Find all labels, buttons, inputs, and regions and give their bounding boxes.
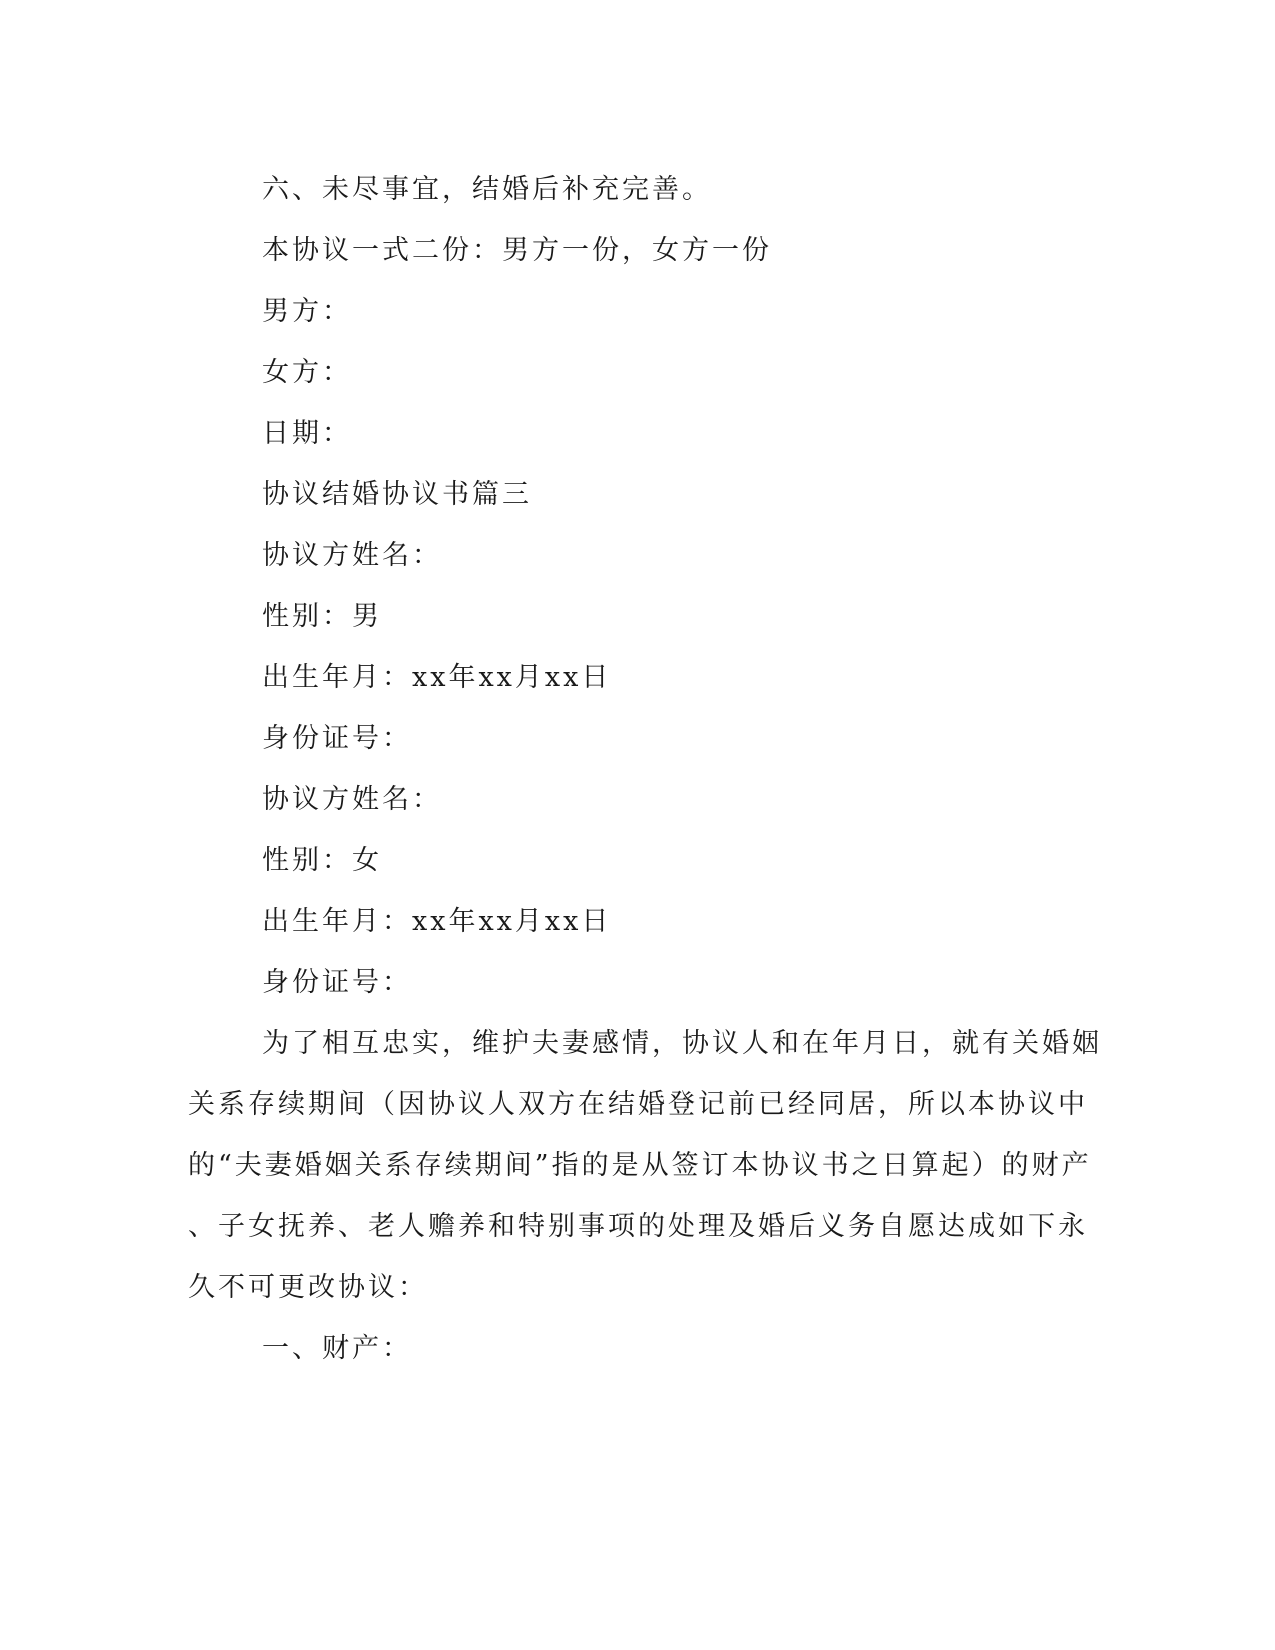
party1-birthdate: 出生年月：xx年xx月xx日 <box>262 662 612 693</box>
party1-gender: 性别：男 <box>262 601 382 632</box>
signature-date: 日期： <box>262 418 352 449</box>
party2-id-number: 身份证号： <box>262 967 412 998</box>
paragraph-line: 久不可更改协议： <box>188 1272 428 1303</box>
section-heading-property: 一、财产： <box>262 1333 412 1364</box>
signature-male: 男方： <box>262 296 352 327</box>
paragraph-line: 、子女抚养、老人赡养和特别事项的处理及婚后义务自愿达成如下永 <box>188 1211 1088 1242</box>
section-title: 协议结婚协议书篇三 <box>262 479 532 510</box>
paragraph-line: 为了相互忠实，维护夫妻感情，协议人和在年月日，就有关婚姻 <box>262 1028 1102 1059</box>
paragraph-line: 关系存续期间（因协议人双方在结婚登记前已经同居，所以本协议中 <box>188 1089 1088 1120</box>
party2-gender: 性别：女 <box>262 845 382 876</box>
party1-id-number: 身份证号： <box>262 723 412 754</box>
paragraph-line: 的“夫妻婚姻关系存续期间”指的是从签订本协议书之日算起）的财产 <box>188 1150 1092 1181</box>
party2-birthdate: 出生年月：xx年xx月xx日 <box>262 906 612 937</box>
party2-name: 协议方姓名： <box>262 784 442 815</box>
copies-statement: 本协议一式二份：男方一份，女方一份 <box>262 235 772 266</box>
party1-name: 协议方姓名： <box>262 540 442 571</box>
signature-female: 女方： <box>262 357 352 388</box>
clause-six: 六、未尽事宜，结婚后补充完善。 <box>262 174 712 205</box>
